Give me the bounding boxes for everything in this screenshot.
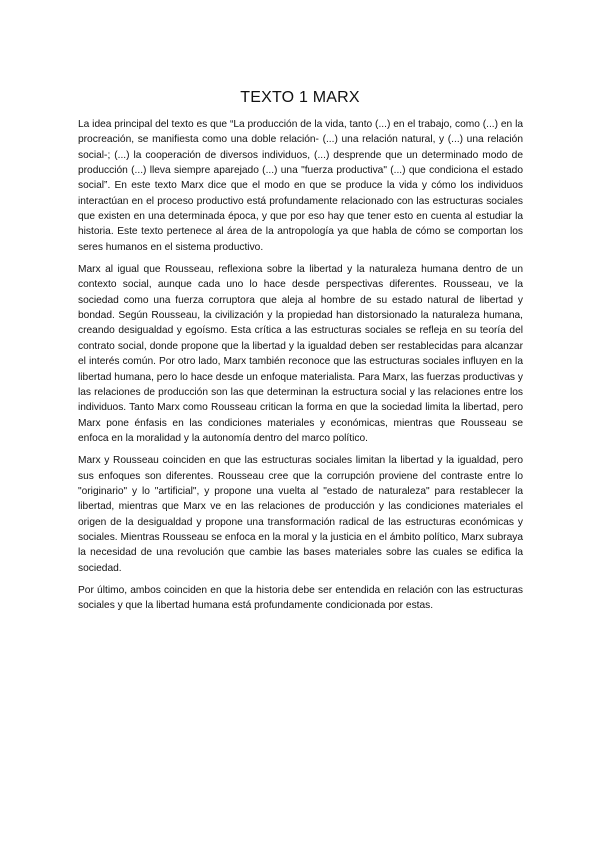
paragraph-3: Marx y Rousseau coinciden en que las estructuras sociales limitan la libertad y la igualdad, pero sus enfoques son diferentes. Rousseau cree que la corrupción proviene del contraste entre lo "originario" y lo "artificial", y propone una vuelta al "estado de naturaleza" para restablecer la libertad, mientras que Marx ve en las relaciones de producción y las condiciones materiales el origen de la desigualdad y propone una transformación radical de las estructuras económicas y sociales. Mientras Rousseau se enfoca en la moral y la justicia en el ámbito político, Marx subraya la necesidad de una revolución que cambie las bases materiales sobre las cuales se edifica la sociedad. [78, 455, 523, 574]
paragraph-2: Marx al igual que Rousseau, reflexiona sobre la libertad y la naturaleza humana dentro de un contexto social, aunque cada uno lo hace desde perspectivas diferentes. Rousseau, ve la sociedad como una fuerza corruptora que aleja al hombre de su estado natural de libertad y bondad. Según Rousseau, la civilización y la propiedad han distorsionado la naturaleza humana, creando desigualdad y egoísmo. Esta crítica a las estructuras sociales se refleja en su teoría del contrato social, donde propone que la libertad y la igualdad deben ser restablecidas para alcanzar el interés común. Por otro lado, Marx también reconoce que las estructuras sociales influyen en la libertad humana, pero lo hace desde un enfoque materialista. Para Marx, las fuerzas productivas y las relaciones de producción son las que determinan la estructura social y las relaciones entre los individuos. Tanto Marx como Rousseau critican la forma en que la sociedad limita la libertad, pero Marx pone énfasis en las condiciones materiales y económicas, mientras que Rousseau se enfoca en la moralidad y la autonomía dentro del marco político. [78, 264, 523, 444]
paragraph-1: La idea principal del texto es que “La producción de la vida, tanto (...) en el trabajo, como (...) en la procreación, se manifiesta como una doble relación- (...) una relación natural, y (...) una relación social-; (...) la cooperación de diversos individuos, (...) desprende que un determinado modo de producción (...) lleva siempre aparejado (...) una "fuerza productiva" (...) que condiciona el estado social”. En este texto Marx dice que el modo en que se produce la vida y cómo los individuos interactúan en el proceso productivo está profundamente relacionado con las estructuras sociales que existen en una determinada época, y que por eso hay que tener esto en cuenta al estudiar la historia. Este texto pertenece al área de la antropología ya que habla de cómo se comportan los seres humanos en el sistema productivo. [78, 119, 523, 253]
document-title: TEXTO 1 MARX [240, 89, 360, 106]
paragraph-4: Por último, ambos coinciden en que la historia debe ser entendida en relación con las estructuras sociales y que la libertad humana está profundamente condicionada por estas. [78, 584, 523, 612]
document-body [78, 117, 523, 621]
